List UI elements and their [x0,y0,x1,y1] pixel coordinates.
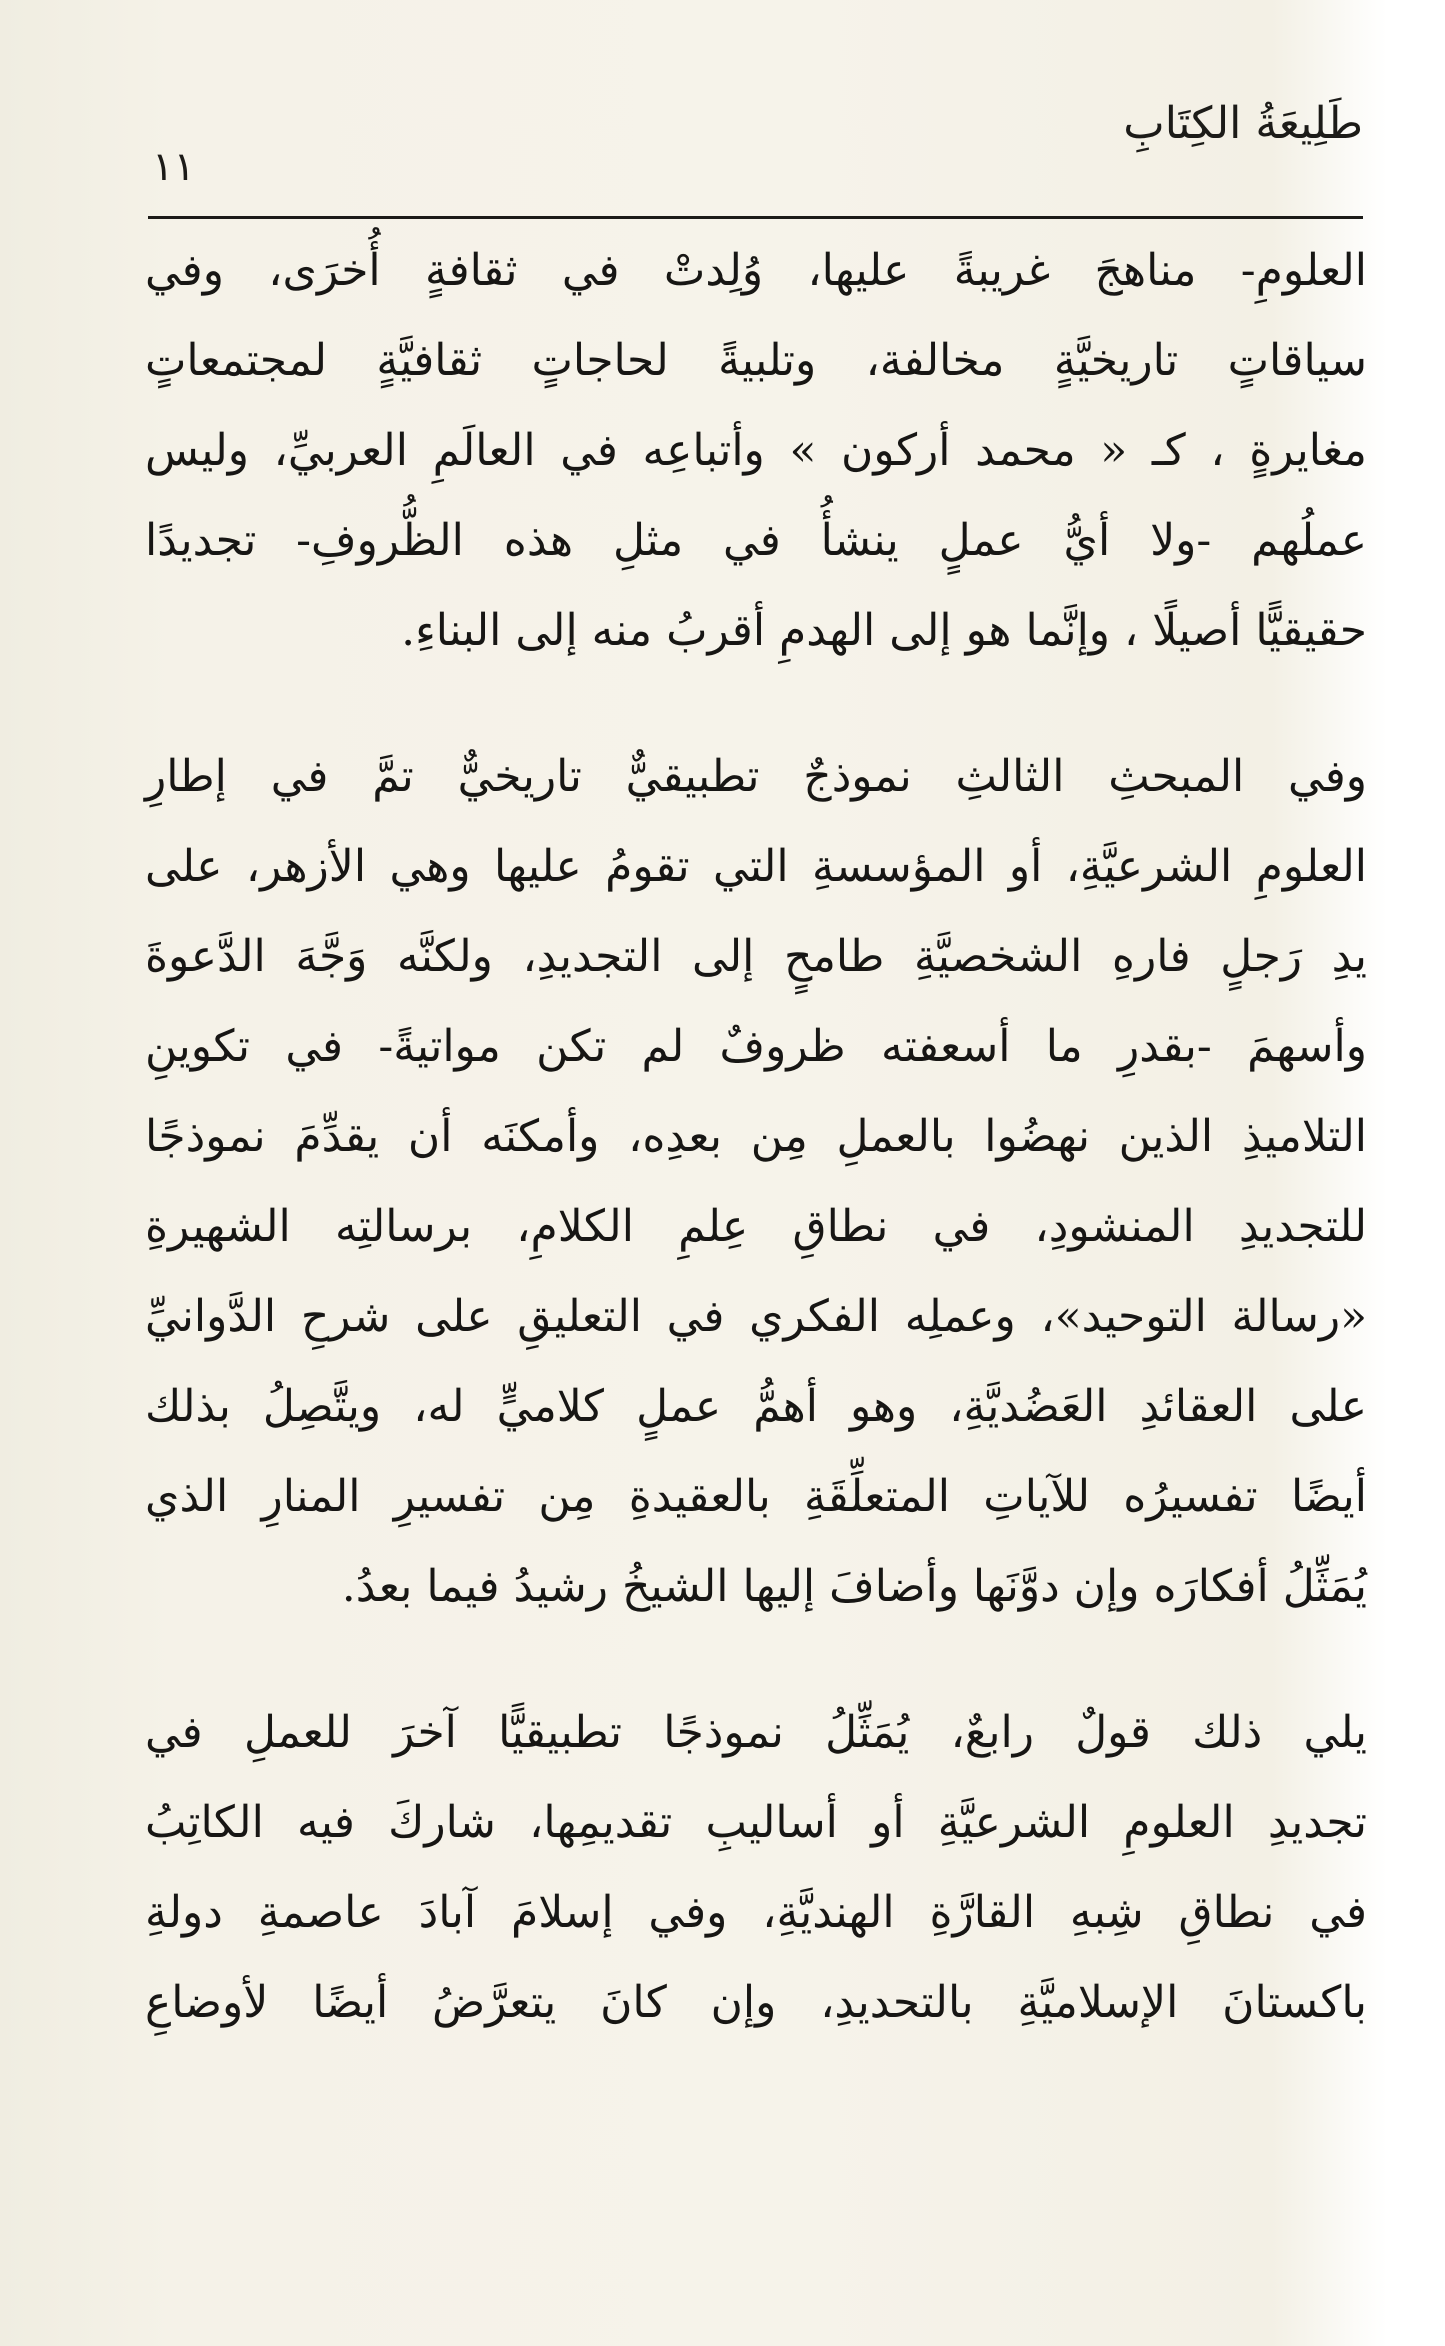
paragraph-gap [145,676,1367,732]
paragraph-2 [145,732,1367,1632]
text-line: باكستانَ الإسلاميَّةِ بالتحديدِ، وإن كانَ يتعرَّضُ أيضًا لأوضاعِ [145,1977,1367,2028]
text-line: على العقائدِ العَضُديَّةِ، وهو أهمُّ عملٍ كلاميٍّ له، ويتَّصِلُ بذلك [145,1381,1367,1432]
text-line: عملُهم -ولا أيُّ عملٍ ينشأُ في مثلِ هذه الظُّروفِ- تجديدًا [145,515,1367,566]
running-title: طَلِيعَةُ الكِتَابِ [1123,98,1363,149]
text-line: أيضًا تفسيرُه للآياتِ المتعلِّقَةِ بالعقيدةِ مِن تفسيرِ المنارِ الذي [145,1471,1367,1522]
text-line: يلي ذلك قولٌ رابعٌ، يُمَثِّلُ نموذجًا تطبيقيًّا آخرَ للعملِ في [145,1707,1367,1758]
text-line: وأسهمَ -بقدرِ ما أسعفته ظروفٌ لم تكن مواتيةً- في تكوينِ [145,1021,1367,1072]
paragraph-3 [145,1688,1367,2048]
text-line: العلومِ الشرعيَّةِ، أو المؤسسةِ التي تقومُ عليها وهي الأزهر، على [145,841,1367,892]
text-line: مغايرةٍ ، كـ « محمد أركون » وأتباعِه في العالَمِ العربيِّ، وليس [145,425,1367,476]
text-line: حقيقيًّا أصيلًا ، وإنَّما هو إلى الهدمِ أقربُ منه إلى البناءِ. [401,605,1367,656]
text-line: في نطاقِ شِبهِ القارَّةِ الهنديَّةِ، وفي إسلامَ آبادَ عاصمةِ دولةِ [145,1887,1367,1938]
text-line: «رسالة التوحيد»، وعملِه الفكري في التعليقِ على شرحِ الدَّوانيِّ [145,1291,1367,1342]
header-rule [148,216,1363,219]
text-line: وفي المبحثِ الثالثِ نموذجٌ تطبيقيٌّ تاريخيٌّ تمَّ في إطارِ [145,751,1367,802]
text-line: يُمَثِّلُ أفكارَه وإن دوَّنَها وأضافَ إليها الشيخُ رشيدُ فيما بعدُ. [341,1561,1367,1612]
text-line: التلاميذِ الذين نهضُوا بالعملِ مِن بعدِه، وأمكنَه أن يقدِّمَ نموذجًا [145,1111,1367,1162]
text-line: للتجديدِ المنشودِ، في نطاقِ عِلمِ الكلامِ، برسالتِه الشهيرةِ [145,1201,1368,1252]
page-header [148,98,1363,188]
text-line: يدِ رَجلٍ فارهِ الشخصيَّةِ طامحٍ إلى التجديدِ، ولكنَّه وَجَّهَ الدَّعوةَ [145,931,1367,982]
body-text [145,226,1367,2048]
paragraph-1 [145,226,1367,676]
page-number: ١١ [152,144,195,190]
text-line: تجديدِ العلومِ الشرعيَّةِ أو أساليبِ تقديمِها، شاركَ فيه الكاتِبُ [145,1797,1367,1848]
text-line: العلومِ- مناهجَ غريبةً عليها، وُلِدتْ في ثقافةٍ أُخرَى، وفي [145,245,1367,296]
paragraph-gap [145,1632,1367,1688]
text-line: سياقاتٍ تاريخيَّةٍ مخالفة، وتلبيةً لحاجاتٍ ثقافيَّةٍ لمجتمعاتٍ [145,335,1367,386]
